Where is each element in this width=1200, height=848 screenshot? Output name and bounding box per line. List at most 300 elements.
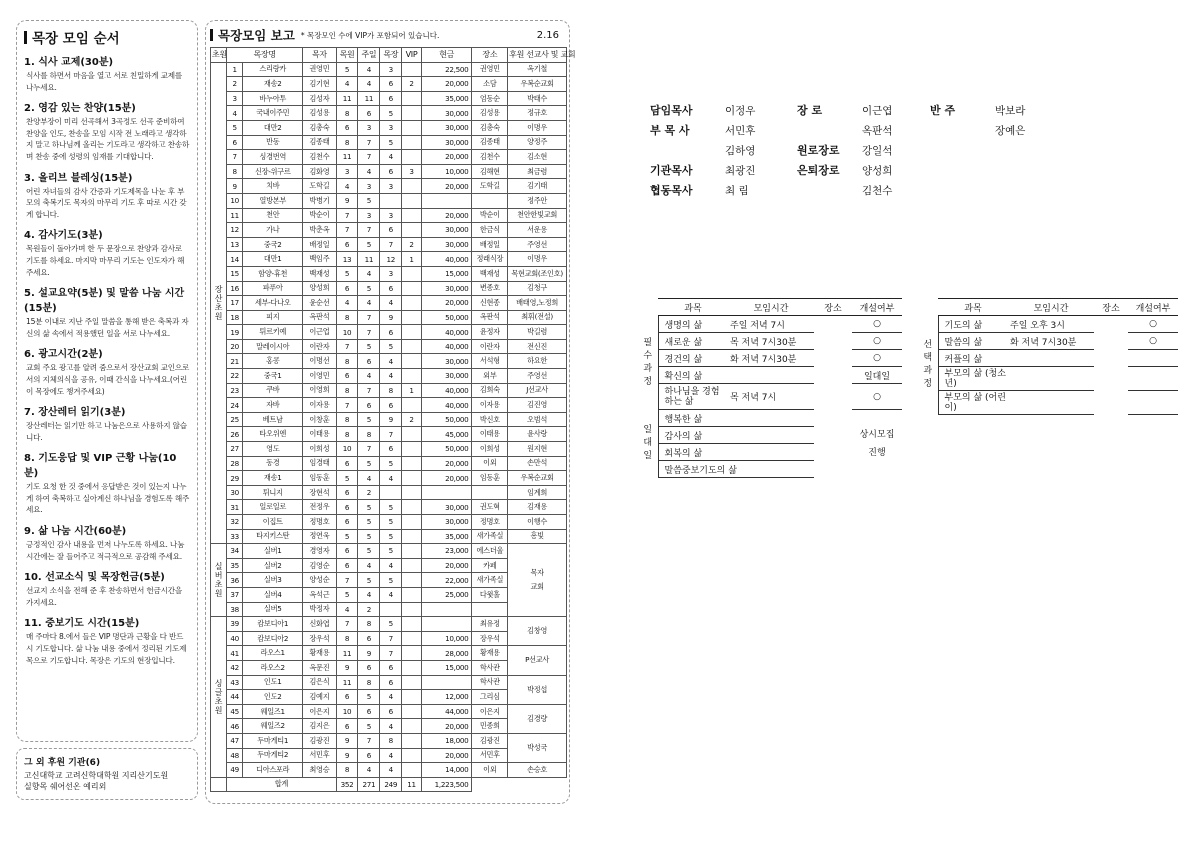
table-cell: 이외 bbox=[472, 763, 508, 778]
staff-role: 담임목사 bbox=[650, 104, 693, 117]
table-cell: 50,000 bbox=[421, 442, 472, 457]
order-step-body: 긍정적인 감사 내용을 먼저 나누도록 하세요. 나눔 시간에는 잘 들어주고 적극적으로 공감해 주세요. bbox=[26, 540, 185, 561]
table-cell: 35,000 bbox=[421, 91, 472, 106]
order-step-title: 6. 광고시간(2분) bbox=[24, 349, 103, 361]
table-cell: 장현석 bbox=[303, 485, 336, 500]
course-header-row bbox=[916, 299, 1178, 316]
course-place bbox=[1094, 367, 1128, 391]
table-row bbox=[211, 77, 567, 92]
table-cell: 김영순 bbox=[303, 558, 336, 573]
table-cell: 최휘(전설) bbox=[508, 310, 567, 325]
table-cell: 김광진 bbox=[472, 733, 508, 748]
table-cell bbox=[402, 748, 422, 763]
course-subject: 확신의 삶 bbox=[658, 367, 728, 384]
table-cell: 6 bbox=[336, 500, 358, 515]
table-cell: 장우석 bbox=[472, 631, 508, 646]
report-header bbox=[210, 26, 565, 44]
table-cell: 흥빛 bbox=[508, 529, 567, 544]
order-step-title: 3. 올리브 블레싱(15분) bbox=[24, 172, 133, 184]
row-number: 11 bbox=[227, 208, 243, 223]
course-open: ○ bbox=[852, 384, 902, 410]
table-cell: 신장-위구르 bbox=[243, 164, 303, 179]
table-cell: 4 bbox=[358, 62, 380, 77]
table-row bbox=[211, 500, 567, 515]
row-number: 29 bbox=[227, 471, 243, 486]
table-cell: 인도1 bbox=[243, 675, 303, 690]
table-cell: 3 bbox=[380, 62, 402, 77]
table-cell: 웨일즈1 bbox=[243, 704, 303, 719]
course-time: 화 저녁 7시30분 bbox=[728, 350, 814, 367]
table-cell: 7 bbox=[336, 339, 358, 354]
table-cell: 5 bbox=[358, 456, 380, 471]
table-cell: 대만2 bbox=[243, 120, 303, 135]
table-row bbox=[211, 471, 567, 486]
order-step-body: 목원들이 돌아가며 한 두 문장으로 찬양과 감사로 기도를 하세요. 마지막 마무리 기도는 인도자가 해주세요. bbox=[26, 244, 185, 277]
table-cell: 40,000 bbox=[421, 252, 472, 267]
table-cell: 민종희 bbox=[472, 719, 508, 734]
table-cell: 5 bbox=[380, 529, 402, 544]
course-row bbox=[636, 350, 902, 367]
table-cell: 김지은 bbox=[303, 719, 336, 734]
table-cell: 웨일즈2 bbox=[243, 719, 303, 734]
table-cell: 7 bbox=[358, 310, 380, 325]
order-step-body: 식사를 하면서 마음을 열고 서로 친밀하게 교제를 나누세요. bbox=[26, 71, 182, 92]
table-cell: 6 bbox=[358, 398, 380, 413]
table-cell: 그리심 bbox=[472, 690, 508, 705]
table-cell bbox=[402, 529, 422, 544]
table-cell: 박춘옥 bbox=[303, 223, 336, 238]
table-cell: 옥판석 bbox=[303, 310, 336, 325]
row-number: 36 bbox=[227, 573, 243, 588]
table-cell: 천안 bbox=[243, 208, 303, 223]
table-cell: 함양-휴천 bbox=[243, 266, 303, 281]
region-cell: 싱글초원 bbox=[211, 617, 227, 778]
course-time bbox=[1008, 391, 1094, 415]
course-header-time: 모임시간 bbox=[1008, 299, 1094, 316]
course-row bbox=[916, 333, 1178, 350]
table-cell: 6 bbox=[336, 515, 358, 530]
table-cell: 8 bbox=[358, 675, 380, 690]
missionary-cell: 박성국 bbox=[508, 733, 567, 762]
table-cell: 박정자 bbox=[303, 602, 336, 617]
table-cell: 홍콩 bbox=[243, 354, 303, 369]
table-cell: 10 bbox=[336, 704, 358, 719]
table-cell: 6 bbox=[380, 91, 402, 106]
table-cell: 김기현 bbox=[303, 77, 336, 92]
row-number: 13 bbox=[227, 237, 243, 252]
table-cell: 치바 bbox=[243, 179, 303, 194]
course-time: 주일 오후 3시 bbox=[1008, 316, 1094, 333]
table-cell bbox=[402, 617, 422, 632]
table-cell: 김재용 bbox=[508, 500, 567, 515]
table-cell: 가나 bbox=[243, 223, 303, 238]
table-cell bbox=[402, 369, 422, 384]
col-header-mokjang: 목장 bbox=[380, 48, 402, 63]
table-cell: 백임주 bbox=[303, 252, 336, 267]
col-header-members: 목원 bbox=[336, 48, 358, 63]
table-cell: 박순이 bbox=[472, 208, 508, 223]
staff-role: 원로장로 bbox=[797, 144, 840, 157]
order-title bbox=[24, 27, 190, 47]
course-subject: 부모의 삶 (청소년) bbox=[938, 367, 1008, 391]
table-cell: 3 bbox=[380, 179, 402, 194]
table-cell: 35,000 bbox=[421, 529, 472, 544]
table-cell: 이명우 bbox=[508, 252, 567, 267]
table-cell bbox=[472, 602, 508, 617]
table-cell: 8 bbox=[336, 412, 358, 427]
staff-role: 부 목 사 bbox=[650, 124, 690, 137]
table-cell: 자바 bbox=[243, 398, 303, 413]
table-cell: 9 bbox=[336, 660, 358, 675]
table-cell: 윤정자 bbox=[472, 325, 508, 340]
table-cell: 5 bbox=[336, 529, 358, 544]
course-subject: 회복의 삶 bbox=[658, 444, 728, 461]
table-cell: 박길렴 bbox=[508, 325, 567, 340]
table-cell: 13 bbox=[336, 252, 358, 267]
table-cell: 새가족실 bbox=[472, 529, 508, 544]
order-step bbox=[24, 345, 190, 397]
course-time bbox=[728, 444, 814, 461]
table-cell bbox=[472, 485, 508, 500]
table-cell bbox=[402, 325, 422, 340]
table-cell: 5 bbox=[380, 544, 402, 559]
table-cell: 세부-다나오 bbox=[243, 296, 303, 311]
course-time: 목 저녁 7시30분 bbox=[728, 333, 814, 350]
table-row bbox=[211, 733, 567, 748]
table-cell: 7 bbox=[336, 208, 358, 223]
table-cell bbox=[402, 471, 422, 486]
row-number: 41 bbox=[227, 646, 243, 661]
row-number: 9 bbox=[227, 179, 243, 194]
table-cell: 9 bbox=[380, 310, 402, 325]
table-cell: 2 bbox=[358, 485, 380, 500]
table-row bbox=[211, 252, 567, 267]
order-step-title: 5. 설교요약(5분) 및 말씀 나눔 시간(15분) bbox=[24, 288, 185, 315]
table-cell: 윤순선 bbox=[303, 296, 336, 311]
table-cell: 전정우 bbox=[303, 500, 336, 515]
table-cell: 7 bbox=[336, 223, 358, 238]
missionary-cell: 김경량 bbox=[508, 704, 567, 733]
report-header-row bbox=[211, 48, 567, 63]
table-cell: 7 bbox=[358, 442, 380, 457]
region-cell: 장산초원 bbox=[211, 62, 227, 544]
order-step-title: 1. 식사 교제(30분) bbox=[24, 57, 114, 68]
staff-name: 강일석 bbox=[862, 144, 893, 157]
title-bar-marker bbox=[210, 29, 213, 41]
table-cell: 배태영,노정희 bbox=[508, 296, 567, 311]
table-cell: 20,000 bbox=[421, 179, 472, 194]
table-row bbox=[211, 456, 567, 471]
total-offering: 1,223,500 bbox=[421, 777, 472, 792]
course-row bbox=[916, 316, 1178, 333]
table-cell: 박신호 bbox=[472, 412, 508, 427]
course-header-time: 모임시간 bbox=[728, 299, 814, 316]
table-cell: 양성순 bbox=[303, 573, 336, 588]
course-header-place: 장소 bbox=[814, 299, 852, 316]
table-cell: 정명호 bbox=[472, 515, 508, 530]
table-cell: 28,000 bbox=[421, 646, 472, 661]
table-cell bbox=[402, 733, 422, 748]
total-empty bbox=[472, 777, 567, 792]
table-cell bbox=[402, 106, 422, 121]
table-cell: 3 bbox=[336, 164, 358, 179]
table-cell: 김성용 bbox=[472, 106, 508, 121]
row-number: 10 bbox=[227, 193, 243, 208]
table-row bbox=[211, 369, 567, 384]
table-cell: 5 bbox=[358, 719, 380, 734]
table-cell: 4 bbox=[380, 369, 402, 384]
course-table-left bbox=[636, 298, 902, 478]
course-subject: 말씀의 삶 bbox=[938, 333, 1008, 350]
order-step-body: 교회 주요 광고를 알려 줌으로서 장산교회 교인으로서의 지체의식을 공유, 이때 간식을 나누세요.(어린이 목장에도 챙겨주세요) bbox=[26, 363, 190, 396]
table-cell: 6 bbox=[358, 354, 380, 369]
table-cell bbox=[402, 208, 422, 223]
table-cell: 임경태 bbox=[303, 456, 336, 471]
course-row bbox=[636, 384, 902, 410]
course-time bbox=[728, 461, 814, 478]
table-cell: 3 bbox=[402, 164, 422, 179]
table-cell bbox=[402, 310, 422, 325]
course-time bbox=[1008, 350, 1094, 367]
table-cell: 배정일 bbox=[303, 237, 336, 252]
table-cell: 5 bbox=[380, 106, 402, 121]
table-cell: 6 bbox=[380, 325, 402, 340]
table-cell: 8 bbox=[336, 427, 358, 442]
table-cell: 40,000 bbox=[421, 325, 472, 340]
table-cell: 50,000 bbox=[421, 412, 472, 427]
table-row bbox=[211, 442, 567, 457]
table-cell: 12,000 bbox=[421, 690, 472, 705]
table-row bbox=[211, 544, 567, 559]
table-row bbox=[211, 704, 567, 719]
table-row bbox=[211, 106, 567, 121]
table-cell: 이행수 bbox=[508, 515, 567, 530]
table-cell: 다윗홀 bbox=[472, 587, 508, 602]
table-cell: 20,000 bbox=[421, 150, 472, 165]
order-step-title: 8. 기도응답 및 VIP 근황 나눔(10분) bbox=[24, 453, 177, 480]
row-number: 35 bbox=[227, 558, 243, 573]
staff-role: 기관목사 bbox=[650, 164, 693, 177]
col-header-name: 목장명 bbox=[227, 48, 303, 63]
table-cell: 7 bbox=[358, 733, 380, 748]
table-cell: 20,000 bbox=[421, 296, 472, 311]
table-cell: 5 bbox=[358, 515, 380, 530]
table-cell: 이영희 bbox=[303, 383, 336, 398]
sponsor-line: 고신대학교 고려신학대학원 지리산기도원 bbox=[24, 771, 169, 780]
course-subject: 경건의 삶 bbox=[658, 350, 728, 367]
staff-list bbox=[650, 100, 1070, 196]
table-cell: 22,500 bbox=[421, 62, 472, 77]
staff-name: 양성희 bbox=[862, 164, 893, 177]
table-cell: 9 bbox=[336, 193, 358, 208]
course-group-label: 일대일 bbox=[636, 410, 658, 478]
table-row bbox=[211, 763, 567, 778]
table-cell: 실버3 bbox=[243, 573, 303, 588]
course-subject: 말씀중보기도의 삶 bbox=[658, 461, 728, 478]
table-cell: 전신진 bbox=[508, 339, 567, 354]
course-header-open: 개설여부 bbox=[1128, 299, 1178, 316]
table-cell: 반동 bbox=[243, 135, 303, 150]
course-time bbox=[728, 367, 814, 384]
table-cell: 9 bbox=[336, 748, 358, 763]
course-row bbox=[916, 367, 1178, 391]
table-cell: 11 bbox=[358, 252, 380, 267]
table-cell bbox=[402, 91, 422, 106]
table-cell: J선교사 bbox=[508, 383, 567, 398]
table-cell: 양정주 bbox=[508, 135, 567, 150]
table-cell: 옥문진 bbox=[303, 660, 336, 675]
table-cell bbox=[402, 675, 422, 690]
table-cell: 5 bbox=[358, 573, 380, 588]
table-cell bbox=[402, 193, 422, 208]
course-place bbox=[1094, 316, 1128, 333]
table-cell: 3 bbox=[380, 208, 402, 223]
table-cell: 23,000 bbox=[421, 544, 472, 559]
table-cell: 6 bbox=[380, 704, 402, 719]
table-cell: 10 bbox=[336, 442, 358, 457]
row-number: 26 bbox=[227, 427, 243, 442]
table-cell: 6 bbox=[358, 660, 380, 675]
row-number: 16 bbox=[227, 281, 243, 296]
table-cell: 4 bbox=[358, 266, 380, 281]
table-row bbox=[211, 383, 567, 398]
table-cell: 김기태 bbox=[508, 179, 567, 194]
row-number: 37 bbox=[227, 587, 243, 602]
table-cell: 이자용 bbox=[472, 398, 508, 413]
table-cell: 4 bbox=[336, 179, 358, 194]
table-cell: 6 bbox=[336, 690, 358, 705]
table-cell: 도학길 bbox=[303, 179, 336, 194]
missionary-cell: 박정섭 bbox=[508, 675, 567, 704]
table-cell: 재송2 bbox=[243, 77, 303, 92]
table-cell: 신현종 bbox=[472, 296, 508, 311]
table-cell: 박순이 bbox=[303, 208, 336, 223]
order-step bbox=[24, 169, 190, 221]
table-cell: 옥판석 bbox=[472, 310, 508, 325]
course-open bbox=[1128, 391, 1178, 415]
table-cell bbox=[402, 398, 422, 413]
table-cell: 8 bbox=[336, 106, 358, 121]
row-number: 45 bbox=[227, 704, 243, 719]
table-cell: 6 bbox=[380, 660, 402, 675]
order-step bbox=[24, 226, 190, 278]
col-header-region: 초원 bbox=[211, 48, 227, 63]
course-place-line: 상시모집 bbox=[859, 429, 895, 440]
table-cell: 대만1 bbox=[243, 252, 303, 267]
col-header-sunday: 주일 bbox=[358, 48, 380, 63]
table-cell: 1 bbox=[402, 252, 422, 267]
table-cell: 김천수 bbox=[303, 150, 336, 165]
table-cell: 7 bbox=[358, 223, 380, 238]
table-cell: 6 bbox=[336, 485, 358, 500]
row-number: 23 bbox=[227, 383, 243, 398]
table-cell: 튀르키예 bbox=[243, 325, 303, 340]
table-cell: 7 bbox=[358, 325, 380, 340]
course-place bbox=[814, 384, 852, 410]
table-cell: 7 bbox=[380, 427, 402, 442]
col-header-offering: 현금 bbox=[421, 48, 472, 63]
table-cell bbox=[402, 719, 422, 734]
table-cell: 임동훈 bbox=[472, 471, 508, 486]
table-cell bbox=[402, 631, 422, 646]
table-cell bbox=[421, 617, 472, 632]
row-number: 27 bbox=[227, 442, 243, 457]
table-cell: 영도 bbox=[243, 442, 303, 457]
course-open: ○ bbox=[1128, 333, 1178, 350]
course-open: ○ bbox=[1128, 316, 1178, 333]
order-step-body: 기도 요청 한 것 중에서 응답받은 것이 있는지 나누게 하여 축복하고 실아계신 하나님을 경험도록 해주세요. bbox=[26, 482, 190, 515]
table-cell: 말레이시아 bbox=[243, 339, 303, 354]
table-cell: 권도혁 bbox=[472, 500, 508, 515]
table-cell: 싱경번역 bbox=[243, 150, 303, 165]
table-cell: 50,000 bbox=[421, 310, 472, 325]
table-cell: 임계희 bbox=[508, 485, 567, 500]
course-group-label: 필수과정 bbox=[636, 316, 658, 410]
table-cell: 6 bbox=[336, 558, 358, 573]
table-cell: 5 bbox=[358, 237, 380, 252]
table-cell: 도학길 bbox=[472, 179, 508, 194]
total-row bbox=[211, 777, 567, 792]
table-cell: 7 bbox=[380, 646, 402, 661]
table-cell: 옥석근 bbox=[303, 587, 336, 602]
order-step-title: 10. 선교소식 및 목장헌금(5분) bbox=[24, 572, 165, 584]
table-cell: 원지현 bbox=[508, 442, 567, 457]
staff-name: 최 림 bbox=[725, 184, 749, 197]
course-row bbox=[636, 367, 902, 384]
table-cell: 황재용 bbox=[472, 646, 508, 661]
table-cell: 9 bbox=[336, 733, 358, 748]
row-number: 33 bbox=[227, 529, 243, 544]
table-cell: 파푸아 bbox=[243, 281, 303, 296]
table-cell: 5 bbox=[358, 500, 380, 515]
table-cell: 3 bbox=[358, 208, 380, 223]
row-number: 15 bbox=[227, 266, 243, 281]
table-row bbox=[211, 296, 567, 311]
table-cell: 박태수 bbox=[508, 91, 567, 106]
table-row bbox=[211, 179, 567, 194]
table-cell: 4 bbox=[336, 77, 358, 92]
table-cell: 30,000 bbox=[421, 223, 472, 238]
table-cell: 30,000 bbox=[421, 120, 472, 135]
table-cell: 목현교회(조인호) bbox=[508, 266, 567, 281]
staff-role: 은퇴장로 bbox=[797, 164, 840, 177]
order-step bbox=[24, 568, 190, 608]
row-number: 48 bbox=[227, 748, 243, 763]
table-cell: 4 bbox=[380, 748, 402, 763]
region-cell: 실버초원 bbox=[211, 544, 227, 617]
course-time: 주일 저녁 7시 bbox=[728, 316, 814, 333]
table-cell: 40,000 bbox=[421, 339, 472, 354]
table-cell bbox=[421, 485, 472, 500]
table-cell: 11 bbox=[336, 150, 358, 165]
table-cell bbox=[402, 266, 422, 281]
order-step-title: 2. 영감 있는 찬양(15분) bbox=[24, 103, 136, 115]
table-cell: 7 bbox=[358, 383, 380, 398]
table-cell: 30,000 bbox=[421, 135, 472, 150]
row-number: 2 bbox=[227, 77, 243, 92]
table-cell: 12 bbox=[380, 252, 402, 267]
table-cell: 쿠바 bbox=[243, 383, 303, 398]
table-cell: 10,000 bbox=[421, 164, 472, 179]
course-row bbox=[636, 316, 902, 333]
table-cell: 6 bbox=[358, 704, 380, 719]
table-cell: 새가족실 bbox=[472, 573, 508, 588]
course-table-right bbox=[916, 298, 1178, 415]
table-cell: 40,000 bbox=[421, 383, 472, 398]
table-cell bbox=[402, 602, 422, 617]
course-open: 일대일 bbox=[852, 367, 902, 384]
course-header-open: 개설여부 bbox=[852, 299, 902, 316]
